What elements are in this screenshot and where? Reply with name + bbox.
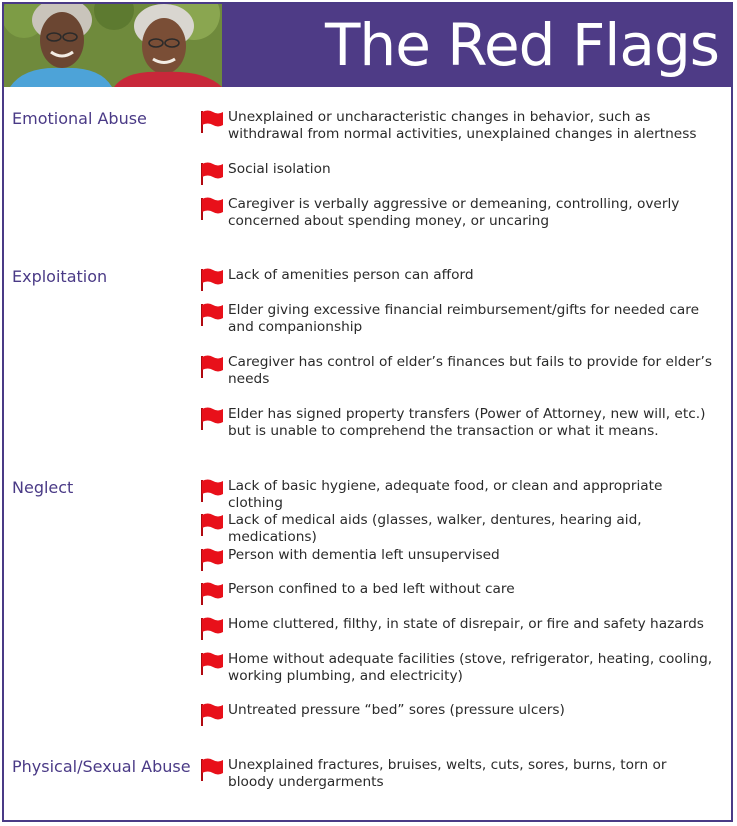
header-divider bbox=[4, 87, 731, 91]
red-flag-icon bbox=[200, 406, 224, 430]
item-text: Lack of medical aids (glasses, walker, dentures, hearing aid, medications) bbox=[228, 512, 642, 545]
red-flag-icon bbox=[200, 547, 224, 571]
item-text: Home without adequate facilities (stove, refrigerator, heating, cooling, working plumbing, and electricity) bbox=[228, 651, 713, 684]
red-flag-icon bbox=[200, 478, 224, 502]
red-flag-icon bbox=[200, 302, 224, 326]
red-flags-card bbox=[2, 2, 733, 822]
red-flag-icon bbox=[200, 512, 224, 536]
category-label: Emotional Abuse bbox=[12, 109, 147, 128]
red-flag-icon bbox=[200, 651, 224, 675]
header-banner bbox=[4, 4, 731, 87]
red-flag-icon bbox=[200, 616, 224, 640]
category-label: Exploitation bbox=[12, 267, 108, 286]
item-text: Unexplained or uncharacteristic changes in behavior, such as withdrawal from normal activities, unexplained changes in alertness bbox=[228, 109, 697, 142]
item-text: Caregiver is verbally aggressive or demeaning, controlling, overly concerned about spending money, or uncaring bbox=[228, 196, 680, 229]
red-flag-icon bbox=[200, 161, 224, 185]
page-title: The Red Flags bbox=[325, 11, 719, 79]
red-flag-icon bbox=[200, 354, 224, 378]
red-flag-icon bbox=[200, 757, 224, 781]
red-flag-icon bbox=[200, 267, 224, 291]
red-flag-icon bbox=[200, 702, 224, 726]
item-text: Person confined to a bed left without care bbox=[228, 581, 515, 597]
item-text: Social isolation bbox=[228, 161, 331, 177]
item-text: Caregiver has control of elder’s finances but fails to provide for elder’s needs bbox=[228, 354, 712, 387]
item-text: Elder giving excessive financial reimbursement/gifts for needed care and companionship bbox=[228, 302, 700, 335]
item-text: Elder has signed property transfers (Power of Attorney, new will, etc.) but is unable to comprehend the transaction or what it means. bbox=[228, 406, 706, 439]
item-text: Home cluttered, filthy, in state of disrepair, or fire and safety hazards bbox=[228, 616, 704, 632]
item-text: Lack of amenities person can afford bbox=[228, 267, 474, 283]
category-label: Neglect bbox=[12, 478, 74, 497]
item-text: Person with dementia left unsupervised bbox=[228, 547, 500, 563]
red-flag-icon bbox=[200, 196, 224, 220]
red-flag-icon bbox=[200, 109, 224, 133]
red-flag-icon bbox=[200, 581, 224, 605]
header-photo bbox=[4, 4, 222, 87]
item-text: Lack of basic hygiene, adequate food, or clean and appropriate clothing bbox=[228, 478, 663, 511]
item-text: Untreated pressure “bed” sores (pressure ulcers) bbox=[228, 702, 565, 718]
category-label: Physical/Sexual Abuse bbox=[12, 757, 191, 776]
item-text: Unexplained fractures, bruises, welts, cuts, sores, burns, torn or bloody undergarments bbox=[228, 757, 667, 790]
